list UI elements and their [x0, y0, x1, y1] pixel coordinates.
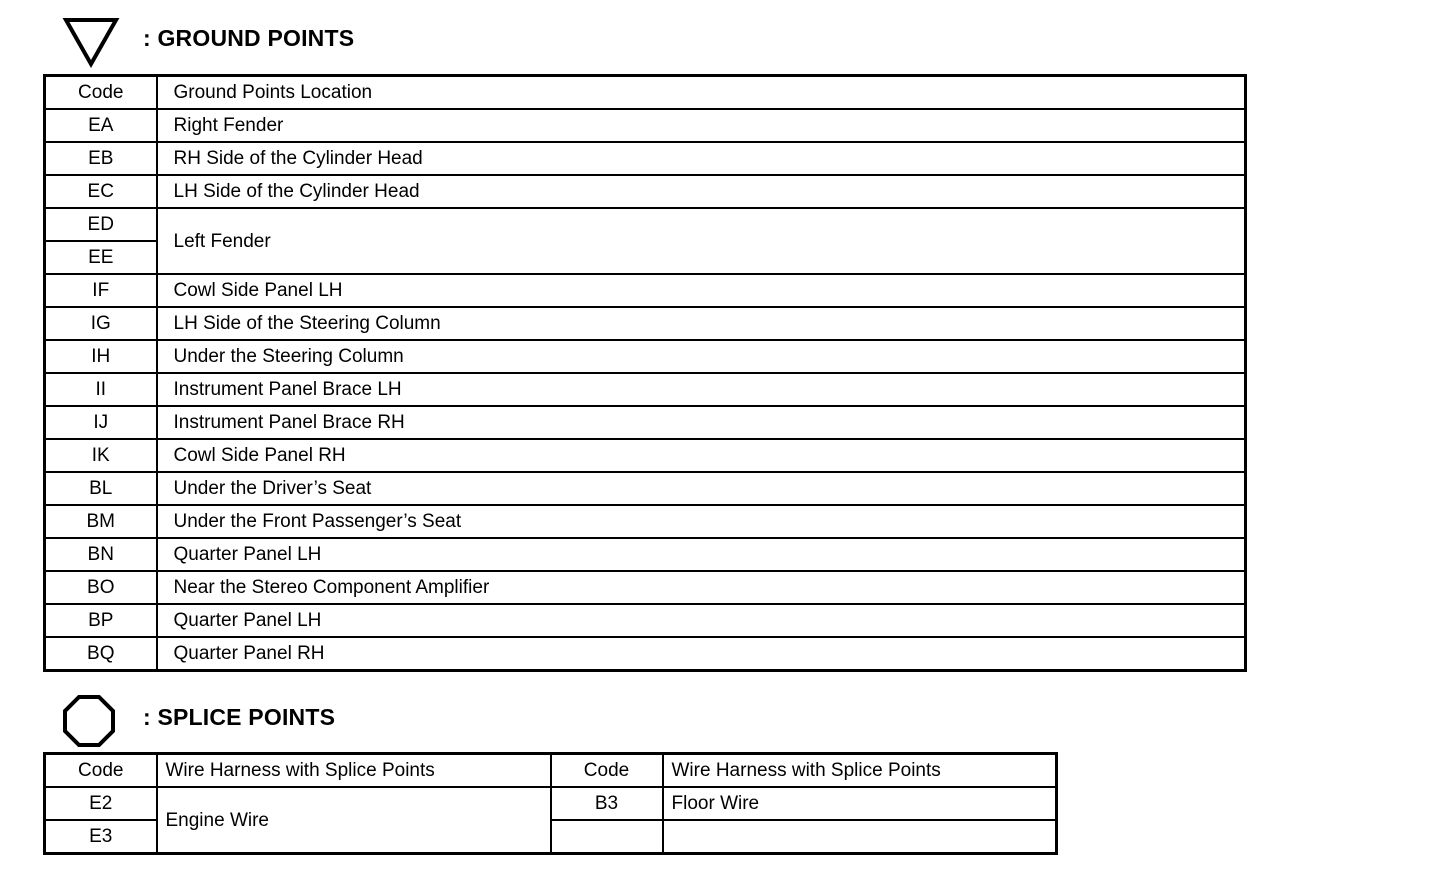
ground-location: Cowl Side Panel LH — [157, 274, 1246, 307]
ground-code: IH — [45, 340, 157, 373]
ground-location: Under the Driver’s Seat — [157, 472, 1246, 505]
ground-code: EC — [45, 175, 157, 208]
column-header-code: Code — [551, 754, 663, 788]
table-row — [45, 208, 1246, 241]
ground-location: Quarter Panel RH — [157, 637, 1246, 671]
ground-triangle-icon — [62, 16, 120, 68]
ground-location: RH Side of the Cylinder Head — [157, 142, 1246, 175]
splice-points-table — [43, 752, 1058, 855]
ground-code: IF — [45, 274, 157, 307]
ground-code: EE — [45, 241, 157, 274]
table-row — [45, 307, 1246, 340]
ground-code: BQ — [45, 637, 157, 671]
table-row — [45, 373, 1246, 406]
ground-points-heading: : GROUND POINTS — [143, 25, 355, 51]
ground-code: IJ — [45, 406, 157, 439]
ground-location: LH Side of the Steering Column — [157, 307, 1246, 340]
splice-octagon-icon — [62, 694, 116, 748]
splice-wire-harness — [663, 820, 1057, 854]
splice-points-heading: : SPLICE POINTS — [143, 704, 336, 730]
ground-location: Instrument Panel Brace RH — [157, 406, 1246, 439]
table-row — [45, 109, 1246, 142]
ground-location: LH Side of the Cylinder Head — [157, 175, 1246, 208]
ground-location: Quarter Panel LH — [157, 604, 1246, 637]
splice-wire-harness: Floor Wire — [663, 787, 1057, 820]
splice-wire-harness: Engine Wire — [157, 787, 551, 854]
ground-code: EA — [45, 109, 157, 142]
ground-location: Right Fender — [157, 109, 1246, 142]
column-header-code: Code — [45, 754, 157, 788]
table-row — [45, 406, 1246, 439]
table-row — [45, 505, 1246, 538]
column-header-wire-harness: Wire Harness with Splice Points — [663, 754, 1057, 788]
ground-code: IG — [45, 307, 157, 340]
ground-code: IK — [45, 439, 157, 472]
ground-location: Near the Stereo Component Amplifier — [157, 571, 1246, 604]
table-header-row — [45, 754, 1057, 788]
splice-code: E3 — [45, 820, 157, 854]
ground-location: Cowl Side Panel RH — [157, 439, 1246, 472]
ground-code: ED — [45, 208, 157, 241]
ground-location: Under the Front Passenger’s Seat — [157, 505, 1246, 538]
ground-location: Left Fender — [157, 208, 1246, 274]
splice-code: E2 — [45, 787, 157, 820]
ground-code: II — [45, 373, 157, 406]
ground-location: Instrument Panel Brace LH — [157, 373, 1246, 406]
table-row — [45, 340, 1246, 373]
table-row — [45, 637, 1246, 671]
ground-location: Under the Steering Column — [157, 340, 1246, 373]
table-row — [45, 472, 1246, 505]
ground-points-table — [43, 74, 1247, 672]
table-row — [45, 274, 1246, 307]
ground-code: BL — [45, 472, 157, 505]
table-row — [45, 439, 1246, 472]
splice-code — [551, 820, 663, 854]
table-row — [45, 604, 1246, 637]
ground-code: BN — [45, 538, 157, 571]
table-header-row — [45, 76, 1246, 110]
splice-code: B3 — [551, 787, 663, 820]
table-row — [45, 787, 1057, 820]
column-header-location: Ground Points Location — [157, 76, 1246, 110]
column-header-code: Code — [45, 76, 157, 110]
ground-code: BP — [45, 604, 157, 637]
ground-code: BO — [45, 571, 157, 604]
ground-location: Quarter Panel LH — [157, 538, 1246, 571]
ground-code: BM — [45, 505, 157, 538]
column-header-wire-harness: Wire Harness with Splice Points — [157, 754, 551, 788]
ground-code: EB — [45, 142, 157, 175]
table-row — [45, 571, 1246, 604]
table-row — [45, 142, 1246, 175]
table-row — [45, 175, 1246, 208]
table-row — [45, 538, 1246, 571]
